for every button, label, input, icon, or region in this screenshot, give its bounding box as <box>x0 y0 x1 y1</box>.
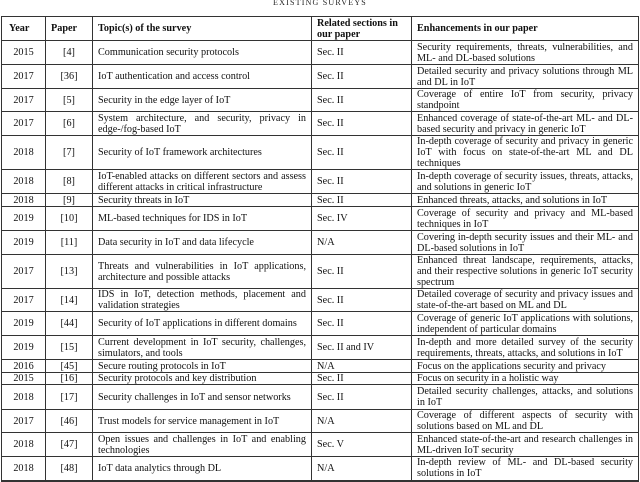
cell-enhancements: Enhanced threats, attacks, and solutions in IoT <box>412 194 639 207</box>
cell-year: 2017 <box>2 65 46 89</box>
cell-sections: Sec. II <box>312 255 412 289</box>
cell-sections: Sec. II <box>312 112 412 136</box>
cell-year: 2018 <box>2 194 46 207</box>
header-row <box>2 17 639 41</box>
cell-paper: [8] <box>46 170 93 194</box>
table-row <box>2 207 639 231</box>
cell-year: 2019 <box>2 231 46 255</box>
cell-paper: [36] <box>46 65 93 89</box>
cell-year: 2019 <box>2 207 46 231</box>
cell-year: 2017 <box>2 112 46 136</box>
cell-year: 2015 <box>2 41 46 65</box>
cell-sections: N/A <box>312 410 412 433</box>
cell-sections: Sec. II <box>312 89 412 112</box>
cell-sections: Sec. V <box>312 433 412 457</box>
cell-sections: Sec. II <box>312 289 412 312</box>
cell-paper: [15] <box>46 336 93 360</box>
cell-paper: [45] <box>46 360 93 373</box>
table-row <box>2 385 639 410</box>
table-row <box>2 170 639 194</box>
cell-year: 2018 <box>2 385 46 410</box>
cell-enhancements: Detailed security challenges, attacks, and solutions in IoT <box>412 385 639 410</box>
cell-enhancements: Enhanced state-of-the-art and research challenges in ML-driven IoT security <box>412 433 639 457</box>
cell-sections: Sec. IV <box>312 207 412 231</box>
cell-sections: Sec. II and IV <box>312 336 412 360</box>
cell-sections: N/A <box>312 457 412 481</box>
cell-year: 2018 <box>2 170 46 194</box>
table-row <box>2 360 639 373</box>
cell-year: 2018 <box>2 136 46 170</box>
cell-topic: IoT-enabled attacks on different sectors and assess different attacks in critical infrastructure <box>93 170 312 194</box>
cell-enhancements: Coverage of security and privacy and ML-based techniques in IoT <box>412 207 639 231</box>
cell-paper: [6] <box>46 112 93 136</box>
cell-enhancements: Detailed security and privacy solutions through ML and DL in IoT <box>412 65 639 89</box>
cell-topic: Security in the edge layer of IoT <box>93 89 312 112</box>
cell-paper: [9] <box>46 194 93 207</box>
cell-topic: Threats and vulnerabilities in IoT applications, architecture and possible attacks <box>93 255 312 289</box>
cell-year: 2015 <box>2 373 46 385</box>
header-year: Year <box>2 17 46 41</box>
cell-enhancements: Enhanced coverage of state-of-the-art ML- and DL-based security and privacy in generic IoT <box>412 112 639 136</box>
cell-enhancements: Coverage of different aspects of security with solutions based on ML and DL <box>412 410 639 433</box>
cell-topic: Trust models for service management in IoT <box>93 410 312 433</box>
table-row <box>2 312 639 336</box>
cell-topic: Current development in IoT security, challenges, simulators, and tools <box>93 336 312 360</box>
cell-enhancements: Enhanced threat landscape, requirements, attacks, and their respective solutions in generic IoT security spectrum <box>412 255 639 289</box>
cell-paper: [47] <box>46 433 93 457</box>
table-row <box>2 41 639 65</box>
table-row <box>2 373 639 385</box>
cell-topic: Secure routing protocols in IoT <box>93 360 312 373</box>
cell-sections: Sec. II <box>312 41 412 65</box>
cell-topic: Security protocols and key distribution <box>93 373 312 385</box>
cell-topic: IoT authentication and access control <box>93 65 312 89</box>
cell-year: 2016 <box>2 360 46 373</box>
cell-paper: [14] <box>46 289 93 312</box>
cell-paper: [46] <box>46 410 93 433</box>
cell-topic: Security threats in IoT <box>93 194 312 207</box>
cell-topic: Open issues and challenges in IoT and enabling technologies <box>93 433 312 457</box>
cell-enhancements: Focus on security in a holistic way <box>412 373 639 385</box>
table-row <box>2 194 639 207</box>
existing-surveys-table <box>1 16 639 482</box>
cell-year: 2017 <box>2 410 46 433</box>
cell-sections: Sec. II <box>312 65 412 89</box>
cell-enhancements: In-depth review of ML- and DL-based security solutions in IoT <box>412 457 639 481</box>
cell-enhancements: In-depth and more detailed survey of the security requirements, threats, attacks, and solutions in IoT <box>412 336 639 360</box>
cell-topic: Security of IoT framework architectures <box>93 136 312 170</box>
cell-sections: N/A <box>312 360 412 373</box>
cell-year: 2018 <box>2 457 46 481</box>
cell-sections: Sec. II <box>312 170 412 194</box>
cell-sections: Sec. II <box>312 136 412 170</box>
cell-year: 2017 <box>2 289 46 312</box>
cell-paper: [48] <box>46 457 93 481</box>
table-row <box>2 433 639 457</box>
cell-enhancements: Security requirements, threats, vulnerabilities, and ML- and DL-based solutions <box>412 41 639 65</box>
cell-paper: [13] <box>46 255 93 289</box>
table-row <box>2 65 639 89</box>
cell-topic: ML-based techniques for IDS in IoT <box>93 207 312 231</box>
cell-paper: [17] <box>46 385 93 410</box>
cell-year: 2019 <box>2 312 46 336</box>
cell-year: 2018 <box>2 433 46 457</box>
header-paper: Paper <box>46 17 93 41</box>
cell-topic: IoT data analytics through DL <box>93 457 312 481</box>
cell-paper: [7] <box>46 136 93 170</box>
cell-sections: Sec. II <box>312 312 412 336</box>
cell-topic: Data security in IoT and data lifecycle <box>93 231 312 255</box>
cell-sections: Sec. II <box>312 373 412 385</box>
table-row <box>2 336 639 360</box>
cell-paper: [11] <box>46 231 93 255</box>
header-enhancements: Enhancements in our paper <box>412 17 639 41</box>
cell-topic: IDS in IoT, detection methods, placement and validation strategies <box>93 289 312 312</box>
table-caption: EXISTING SURVEYS <box>273 0 367 7</box>
table-row <box>2 112 639 136</box>
table-row <box>2 136 639 170</box>
table-row <box>2 89 639 112</box>
cell-enhancements: Detailed coverage of security and privacy issues and state-of-the-art based on ML and DL <box>412 289 639 312</box>
cell-enhancements: In-depth coverage of security and privacy in generic IoT with focus on state-of-the-art ML and DL techniques <box>412 136 639 170</box>
header-sections: Related sections in our paper <box>312 17 412 41</box>
table-row <box>2 289 639 312</box>
table-row <box>2 410 639 433</box>
table-row <box>2 231 639 255</box>
cell-sections: Sec. II <box>312 385 412 410</box>
cell-year: 2017 <box>2 89 46 112</box>
cell-enhancements: Covering in-depth security issues and their ML- and DL-based solutions in IoT <box>412 231 639 255</box>
table-row <box>2 457 639 481</box>
cell-paper: [44] <box>46 312 93 336</box>
cell-enhancements: In-depth coverage of security issues, threats, attacks, and solutions in generic IoT <box>412 170 639 194</box>
cell-sections: Sec. II <box>312 194 412 207</box>
cell-paper: [5] <box>46 89 93 112</box>
table-body <box>2 41 639 481</box>
cell-year: 2017 <box>2 255 46 289</box>
cell-paper: [10] <box>46 207 93 231</box>
cell-enhancements: Coverage of entire IoT from security, privacy standpoint <box>412 89 639 112</box>
cell-paper: [16] <box>46 373 93 385</box>
cell-enhancements: Coverage of generic IoT applications with solutions, independent of particular domains <box>412 312 639 336</box>
header-topic: Topic(s) of the survey <box>93 17 312 41</box>
cell-year: 2019 <box>2 336 46 360</box>
cell-topic: System architecture, and security, privacy in edge-/fog-based IoT <box>93 112 312 136</box>
cell-topic: Security of IoT applications in different domains <box>93 312 312 336</box>
cell-topic: Security challenges in IoT and sensor networks <box>93 385 312 410</box>
cell-topic: Communication security protocols <box>93 41 312 65</box>
cell-paper: [4] <box>46 41 93 65</box>
cell-enhancements: Focus on the applications security and privacy <box>412 360 639 373</box>
cell-sections: N/A <box>312 231 412 255</box>
table-row <box>2 255 639 289</box>
